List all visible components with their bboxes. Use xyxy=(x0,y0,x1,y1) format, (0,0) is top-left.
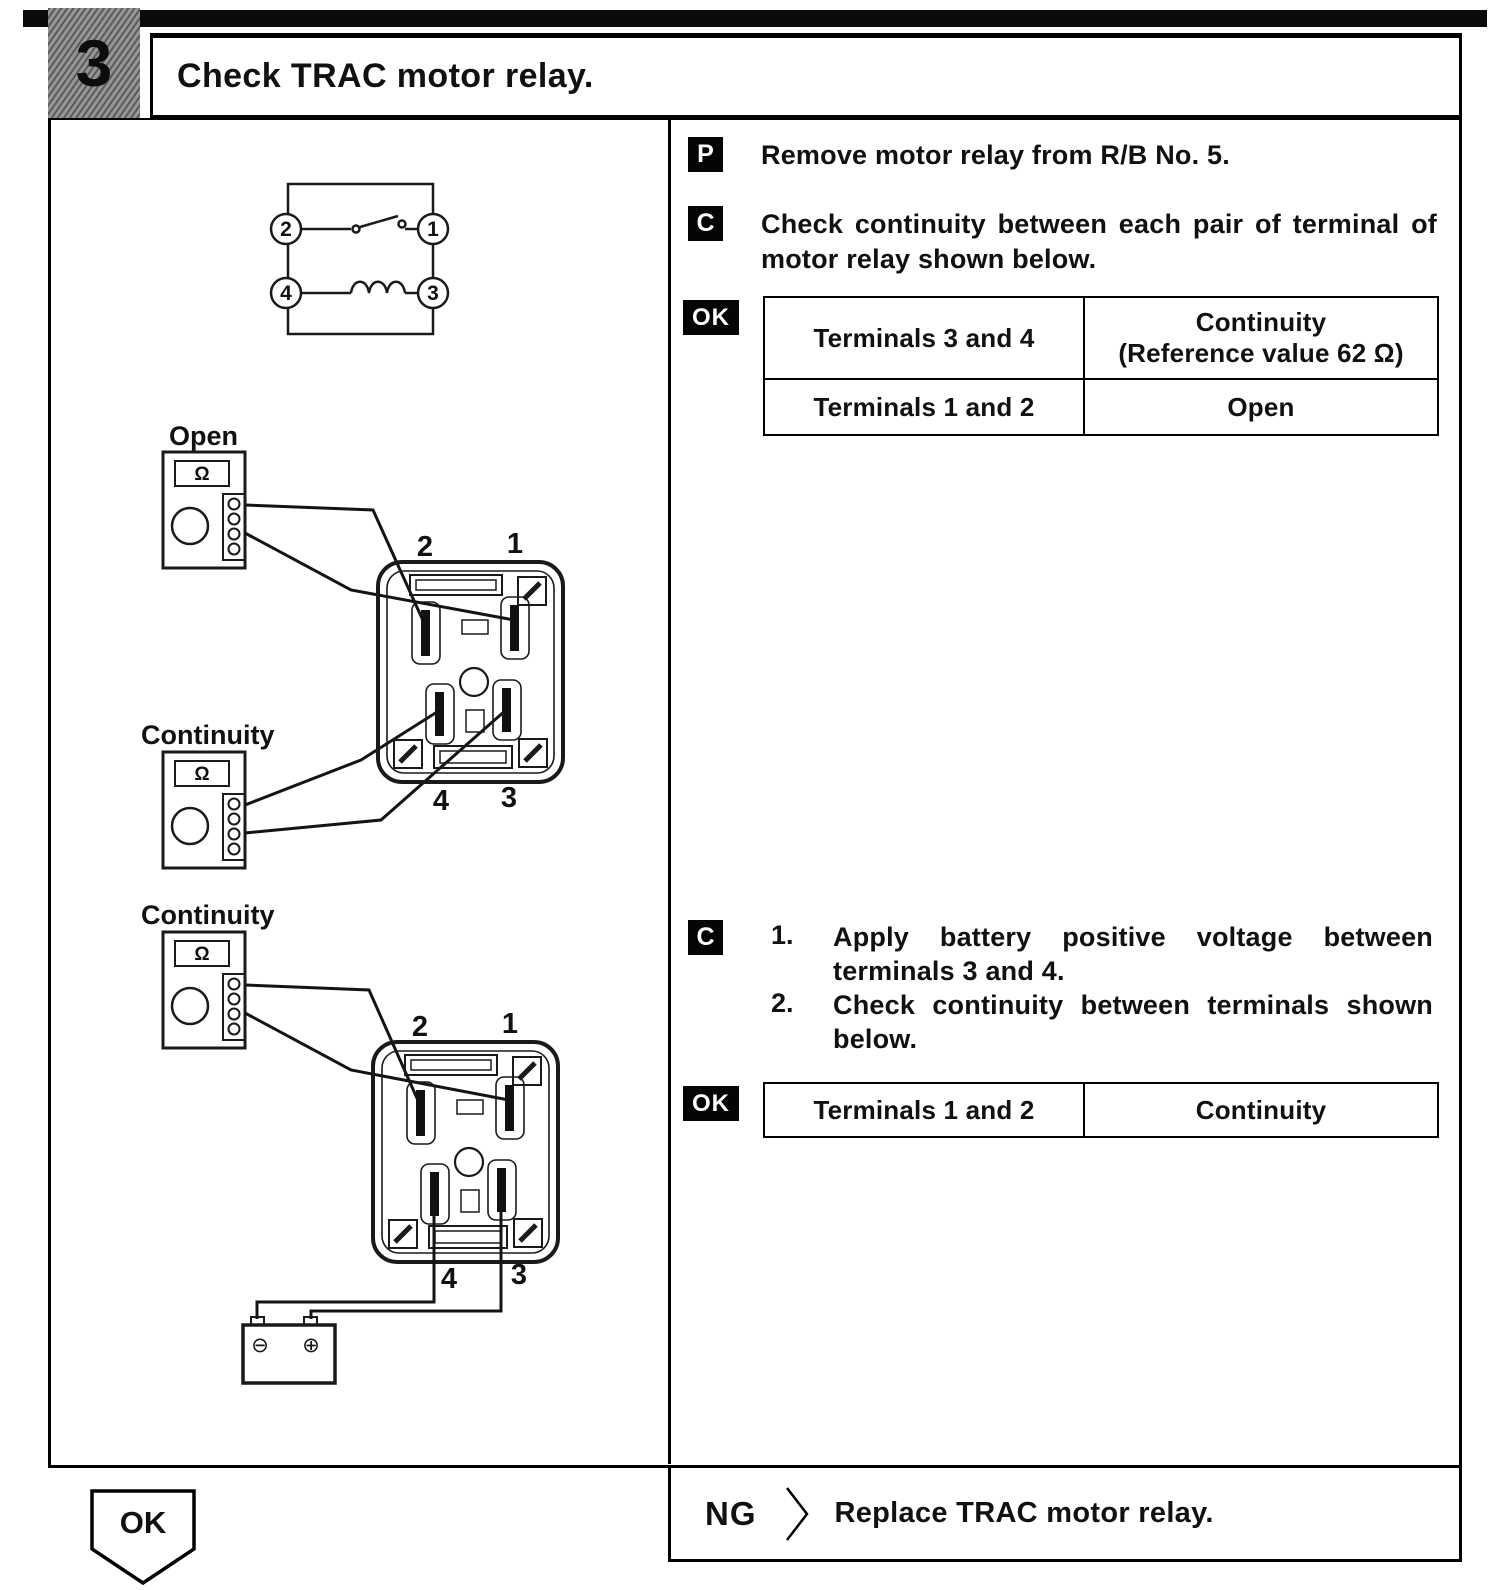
list-text: Apply battery positive voltage between terminals 3 and 4. xyxy=(833,922,1433,986)
list-number: 1. xyxy=(771,920,794,950)
ng-result-box xyxy=(668,1465,1462,1562)
cell-text-line2: (Reference value 62 Ω) xyxy=(1118,338,1404,368)
cell-text: Continuity xyxy=(1195,1094,1327,1125)
terminal-slot-1 xyxy=(505,1085,514,1131)
meter-continuity2-label: Continuity xyxy=(141,900,275,930)
table-cell-condition xyxy=(764,297,1084,379)
page-title: Check TRAC motor relay. xyxy=(177,57,594,95)
list-text: Check continuity between terminals shown below. xyxy=(833,990,1433,1054)
ok-result-label: OK xyxy=(119,1505,167,1540)
table-row xyxy=(764,297,1438,379)
top-rule xyxy=(23,10,1487,27)
terminal-slot-4 xyxy=(435,692,444,736)
schematic-terminal-4: 4 xyxy=(280,282,292,305)
battery-wires xyxy=(257,1198,501,1319)
badge-ok-2: OK xyxy=(683,1086,739,1121)
coil-symbol xyxy=(351,282,405,293)
connector2-terminal-4: 4 xyxy=(440,1263,458,1295)
test-leads-connector-2 xyxy=(245,985,509,1105)
table-cell-result xyxy=(1084,1083,1438,1137)
connector2-terminal-1: 1 xyxy=(501,1008,519,1040)
table-cell-condition xyxy=(764,379,1084,435)
ohm-symbol: Ω xyxy=(194,764,210,785)
connector2-terminal-3: 3 xyxy=(510,1259,528,1291)
terminal-slot-1 xyxy=(510,605,519,651)
schematic-terminal-2: 2 xyxy=(280,218,292,241)
connector2-terminal-2: 2 xyxy=(411,1011,429,1043)
relay-schematic xyxy=(271,184,448,334)
step-number-box xyxy=(48,8,140,118)
ohm-symbol: Ω xyxy=(194,464,210,485)
check-1-text: Check continuity between each pair of terminal of motor relay shown below. xyxy=(761,209,1437,274)
meter-continuity1-label: Continuity xyxy=(141,720,275,750)
terminal-slot-2 xyxy=(416,1090,425,1136)
title-box xyxy=(150,33,1462,118)
instruction-column xyxy=(668,120,1459,1464)
table-row xyxy=(764,379,1438,435)
connector1-terminal-2: 2 xyxy=(416,531,434,563)
diagram-column xyxy=(51,120,668,1464)
connector1-terminal-4: 4 xyxy=(432,785,450,817)
ng-action-text: Replace TRAC motor relay. xyxy=(834,1497,1214,1529)
terminal-slot-2 xyxy=(421,610,430,656)
badge-ok-1: OK xyxy=(683,300,739,335)
relay-connector-1 xyxy=(378,562,563,782)
battery-positive-symbol: ⊕ xyxy=(302,1333,320,1357)
continuity-table-2 xyxy=(763,1082,1439,1138)
schematic-terminal-1: 1 xyxy=(427,218,439,241)
table-cell-condition xyxy=(764,1083,1084,1137)
diagram-canvas xyxy=(51,120,668,1464)
terminal-slot-3 xyxy=(502,688,511,732)
ng-result-label: NG xyxy=(705,1494,757,1532)
ok-result-flag xyxy=(88,1487,198,1587)
prepare-text: Remove motor relay from R/B No. 5. xyxy=(761,140,1230,170)
ohm-symbol: Ω xyxy=(194,944,210,965)
table-cell-result xyxy=(1084,379,1438,435)
connector1-terminal-1: 1 xyxy=(506,528,524,560)
ohmmeter-continuity-1 xyxy=(163,752,245,868)
battery-negative-symbol: ⊖ xyxy=(251,1333,269,1357)
meter-open-label: Open xyxy=(169,421,239,451)
table-row xyxy=(764,1083,1438,1137)
cell-text-line1: Continuity xyxy=(1195,307,1327,337)
badge-check-2: C xyxy=(688,920,723,955)
badge-check-1: C xyxy=(688,206,723,241)
connector1-terminal-3: 3 xyxy=(500,782,518,814)
list-item-2 xyxy=(771,988,1433,1056)
list-item-1 xyxy=(771,920,1433,988)
badge-prepare: P xyxy=(688,137,723,172)
list-number: 2. xyxy=(771,988,794,1018)
ohmmeter-continuity-2 xyxy=(163,932,245,1048)
cell-text: Open xyxy=(1227,391,1295,422)
content-area xyxy=(48,118,1462,1468)
relay-connector-2 xyxy=(373,1042,558,1262)
ohmmeter-open xyxy=(163,452,245,568)
ng-arrow-icon xyxy=(783,1484,813,1544)
cell-text: Terminals 1 and 2 xyxy=(813,1094,1035,1125)
table-cell-result xyxy=(1084,297,1438,379)
continuity-table-1 xyxy=(763,296,1439,436)
schematic-terminal-3: 3 xyxy=(427,282,439,305)
battery xyxy=(243,1317,335,1383)
step-number: 3 xyxy=(75,26,113,100)
cell-text: Terminals 3 and 4 xyxy=(813,322,1035,353)
cell-text: Terminals 1 and 2 xyxy=(813,391,1035,422)
